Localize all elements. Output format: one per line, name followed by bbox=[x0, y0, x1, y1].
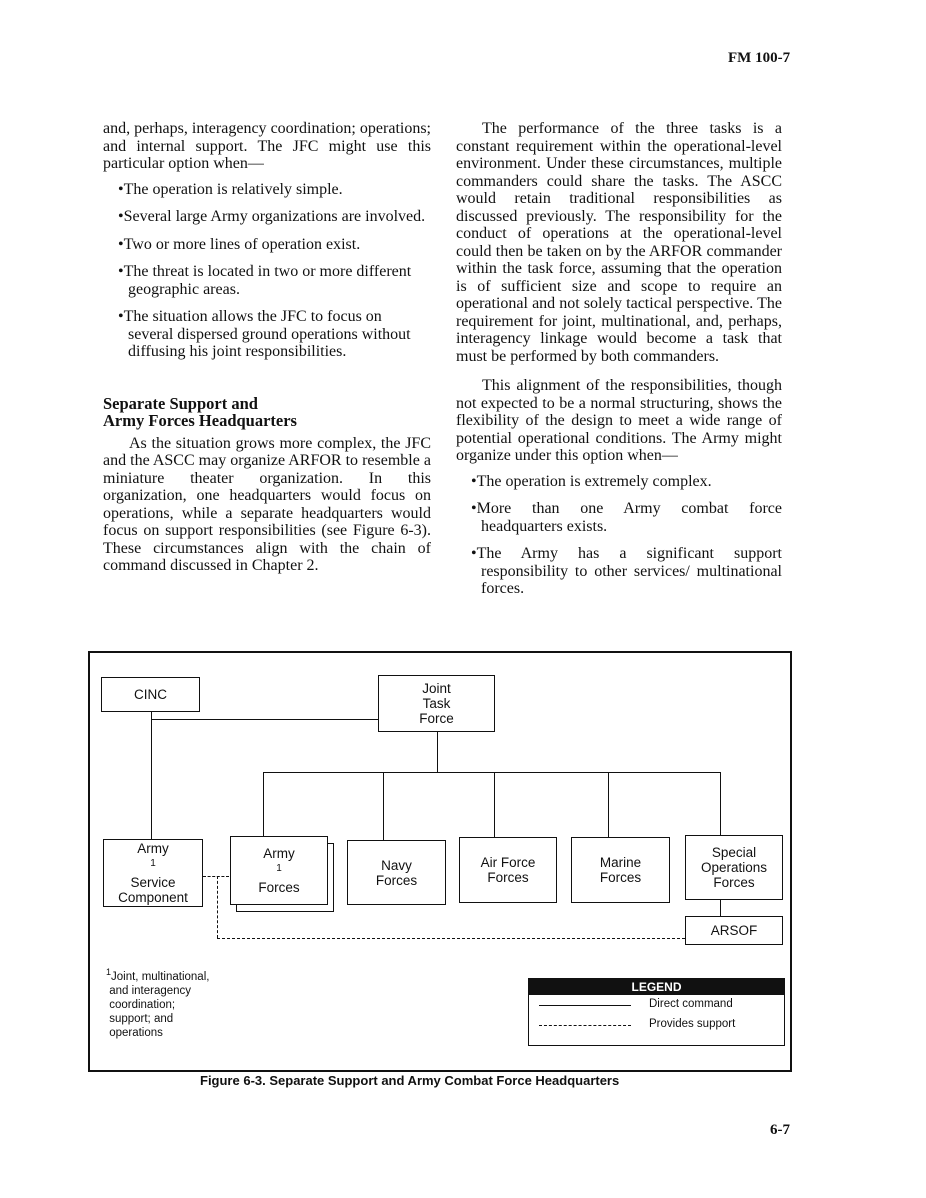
army-service-component-box: Army $^1$ Service Component bbox=[103, 839, 203, 907]
joint-task-force-box: Joint Task Force bbox=[378, 675, 495, 732]
navy-forces-box: Navy Forces bbox=[347, 840, 446, 905]
list-item: •Two or more lines of operation exist. bbox=[118, 235, 361, 253]
list-item: •The threat is located in two or more different geographic areas. bbox=[118, 263, 412, 298]
left-bullet-list bbox=[103, 181, 431, 361]
list-item: •The operation is relatively simple. bbox=[118, 180, 343, 198]
army-forces-box: Army $^1$ Forces bbox=[230, 836, 328, 905]
figure-footnote: $^1$Joint, multinational, and interagency coordination; support; and operations bbox=[106, 967, 210, 1039]
running-header: FM 100-7 bbox=[728, 50, 791, 66]
air-force-drop bbox=[494, 772, 495, 837]
marine-forces-box: Marine Forces bbox=[571, 837, 670, 903]
cinc-jtf-line bbox=[151, 719, 379, 720]
army-forces-drop bbox=[263, 772, 264, 836]
left-column bbox=[103, 120, 431, 575]
list-item: •The operation is extremely complex. bbox=[471, 472, 712, 490]
air-force-forces-box: Air Force Forces bbox=[459, 837, 557, 903]
right-bullet-list bbox=[456, 473, 782, 598]
right-paragraph-2: This alignment of the responsibilities, though not expected to be a normal structuring, shows the flexibility of the design to meet a wide range of potential operational conditions. The Army might organize under this option when— bbox=[456, 377, 782, 464]
cinc-drop-line bbox=[151, 711, 152, 839]
cinc-box: CINC bbox=[101, 677, 200, 712]
org-chart-figure bbox=[88, 651, 792, 1072]
legend bbox=[528, 978, 785, 1046]
list-item: •The situation allows the JFC to focus on several dispersed ground operations without diffusing his joint responsibilities. bbox=[118, 308, 411, 360]
section-heading bbox=[103, 395, 431, 429]
navy-drop bbox=[383, 772, 384, 840]
legend-title: LEGEND bbox=[529, 979, 784, 995]
heading-line-1: Separate Support and bbox=[103, 393, 258, 413]
right-column bbox=[456, 120, 782, 598]
forces-bus-line bbox=[263, 772, 720, 773]
figure-caption: Figure 6-3. Separate Support and Army Combat Force Headquarters bbox=[200, 1073, 620, 1088]
page-number: 6-7 bbox=[770, 1122, 790, 1138]
legend-provides-support: Provides support bbox=[649, 1018, 736, 1030]
legend-direct-command: Direct command bbox=[649, 998, 733, 1010]
sof-drop bbox=[720, 772, 721, 835]
legend-dashed-line-icon bbox=[539, 1025, 631, 1026]
arsof-box: ARSOF bbox=[685, 916, 783, 945]
left-paragraph-1: and, perhaps, interagency coordination; operations; and internal support. The JFC might use this particular option when— bbox=[103, 120, 431, 172]
marine-drop bbox=[608, 772, 609, 837]
asc-support-dash bbox=[203, 876, 229, 877]
legend-solid-line-icon bbox=[539, 1005, 631, 1006]
support-dash-vertical bbox=[217, 876, 218, 938]
list-item: •Several large Army organizations are involved. bbox=[118, 208, 426, 225]
support-dash-horizontal bbox=[217, 938, 685, 939]
jtf-drop-line bbox=[437, 732, 438, 772]
list-item: •The Army has a significant support responsibility to other services/ multinational forces. bbox=[471, 545, 782, 597]
list-item: •More than one Army combat force headquarters exists. bbox=[471, 500, 782, 535]
sof-arsof-line bbox=[720, 899, 721, 916]
special-operations-forces-box: Special Operations Forces bbox=[685, 835, 783, 900]
right-paragraph-1: The performance of the three tasks is a constant requirement within the operational-level environment. Under these circumstances, multiple commanders could share the tasks. The ASCC would retain traditional responsibilities as discussed previously. The responsibility for the conduct of operations at the operational-level could then be taken on by the ARFOR commander within the task force, assuming that the operation is of sufficient size and scope to require an operational and not solely tactical perspective. The requirement for joint, multinational, and, perhaps, interagency linkage would become a task that must be performed by both commanders. bbox=[456, 120, 782, 365]
heading-line-2: Army Forces Headquarters bbox=[103, 410, 297, 430]
left-paragraph-2: As the situation grows more complex, the JFC and the ASCC may organize ARFOR to resemble a miniature theater organization. In this organization, one headquarters would focus on operations, while a separate headquarters would focus on support responsibilities (see Figure 6-3). These circumstances align with the chain of command discussed in Chapter 2. bbox=[103, 434, 431, 574]
